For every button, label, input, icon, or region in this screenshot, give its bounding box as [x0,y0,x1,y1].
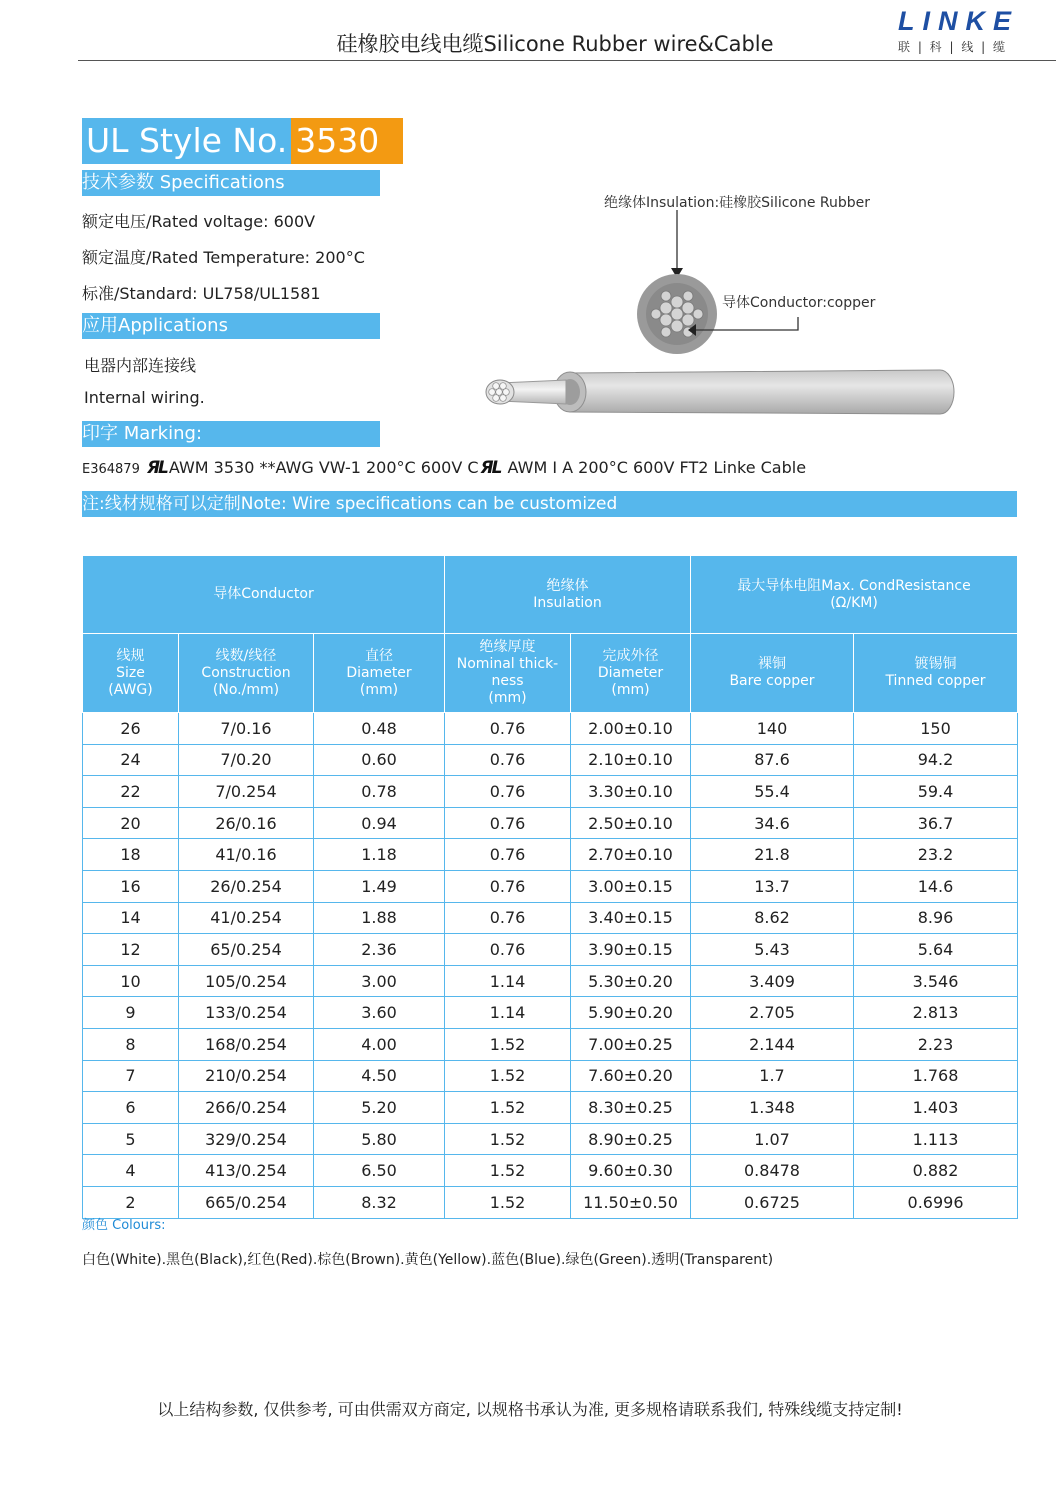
standard: 标准/Standard: UL758/UL1581 [82,284,321,303]
tinned-header-en: Tinned copper [885,673,986,689]
cell-construction: 65/0.254 [179,934,314,966]
colours-list: 白色(White).黑色(Black),红色(Red).棕色(Brown).黄色(Yellow).蓝色(Blue).绿色(Green).透明(Transparent) [82,1252,774,1268]
cell-size: 16 [83,870,179,902]
marking-part-1: AWM 3530 **AWG VW-1 200°C 600V C [168,458,479,477]
cell-size: 9 [83,997,179,1029]
cell-construction: 266/0.254 [179,1092,314,1124]
table-row [83,902,1018,934]
cell-tinned-copper-resistance: 1.113 [854,1123,1018,1155]
cell-size: 2 [83,1186,179,1218]
cell-tinned-copper-resistance: 2.813 [854,997,1018,1029]
cell-insulation-thickness: 1.52 [445,1155,571,1187]
cell-insulation-thickness: 1.52 [445,1092,571,1124]
cell-tinned-copper-resistance: 59.4 [854,776,1018,808]
construction-header-cn: 线数/线径 [215,647,277,664]
cell-bare-copper-resistance: 8.62 [691,902,854,934]
cell-construction: 41/0.254 [179,902,314,934]
cell-tinned-copper-resistance: 2.23 [854,1028,1018,1060]
cell-insulation-thickness: 0.76 [445,807,571,839]
cell-bare-copper-resistance: 0.8478 [691,1155,854,1187]
application-en: Internal wiring. [84,388,205,407]
cable-diagram [470,180,990,430]
cell-tinned-copper-resistance: 14.6 [854,870,1018,902]
cell-construction: 413/0.254 [179,1155,314,1187]
ul-style-number: 3530 [291,118,403,164]
table-row [83,934,1018,966]
cell-construction: 41/0.16 [179,839,314,871]
applications-heading: 应用Applications [82,313,380,339]
footer-disclaimer: 以上结构参数, 仅供参考, 可由供需双方商定, 以规格书承认为准, 更多规格请联系我们, 特殊线缆支持定制! [157,1400,903,1419]
conductor-label: 导体Conductor:copper [722,295,876,311]
cell-tinned-copper-resistance: 5.64 [854,934,1018,966]
cell-size: 26 [83,713,179,745]
cell-insulation-thickness: 0.76 [445,870,571,902]
cell-construction: 7/0.16 [179,713,314,745]
cell-insulation-thickness: 1.52 [445,1028,571,1060]
col-header-size [83,634,179,713]
col-header-thickness [445,634,571,713]
cell-outer-diameter: 7.60±0.20 [571,1060,691,1092]
cell-insulation-thickness: 0.76 [445,713,571,745]
cell-outer-diameter: 8.30±0.25 [571,1092,691,1124]
cell-diameter: 0.48 [314,713,445,745]
cell-diameter: 0.94 [314,807,445,839]
cell-size: 18 [83,839,179,871]
ul-listing-icon: ЯL [146,458,167,478]
table-row [83,1092,1018,1124]
cell-insulation-thickness: 0.76 [445,839,571,871]
application-cn: 电器内部连接线 [84,356,197,375]
cell-diameter: 4.50 [314,1060,445,1092]
cell-bare-copper-resistance: 1.348 [691,1092,854,1124]
cell-diameter: 3.60 [314,997,445,1029]
col-header-tinned-copper [854,634,1018,713]
construction-header-unit: (No./mm) [212,681,280,698]
cell-diameter: 0.78 [314,776,445,808]
table-row [83,1028,1018,1060]
specification-table-body [83,713,1018,1219]
insulation-header-cn: 绝缘体 [546,577,589,594]
cell-insulation-thickness: 1.52 [445,1060,571,1092]
cell-outer-diameter: 3.90±0.15 [571,934,691,966]
customization-note: 注:线材规格可以定制Note: Wire specifications can be customized [82,491,1017,517]
cell-diameter: 2.36 [314,934,445,966]
cell-tinned-copper-resistance: 0.6996 [854,1186,1018,1218]
cell-bare-copper-resistance: 1.07 [691,1123,854,1155]
construction-header-en: Construction [201,664,291,681]
cell-size: 8 [83,1028,179,1060]
cell-outer-diameter: 5.30±0.20 [571,965,691,997]
table-row [83,1155,1018,1187]
cell-outer-diameter: 11.50±0.50 [571,1186,691,1218]
cell-outer-diameter: 2.10±0.10 [571,744,691,776]
cell-diameter: 1.88 [314,902,445,934]
marking-text [82,458,806,478]
cell-diameter: 4.00 [314,1028,445,1060]
cell-size: 14 [83,902,179,934]
col-header-diameter [314,634,445,713]
cell-diameter: 8.32 [314,1186,445,1218]
tinned-header-cn: 镀锡铜 [914,656,957,672]
ul-recognized-icon: ЯL [480,458,501,478]
rated-temperature: 额定温度/Rated Temperature: 200°C [82,248,365,267]
cell-bare-copper-resistance: 34.6 [691,807,854,839]
cell-insulation-thickness: 1.52 [445,1123,571,1155]
rated-voltage: 额定电压/Rated voltage: 600V [82,212,316,231]
logo-wordmark: LINKE [898,6,1019,36]
cell-diameter: 5.20 [314,1092,445,1124]
cell-insulation-thickness: 1.52 [445,1186,571,1218]
thickness-header-cn: 绝缘厚度 [479,639,536,655]
cell-size: 20 [83,807,179,839]
cell-outer-diameter: 2.00±0.10 [571,713,691,745]
insulation-label: 绝缘体Insulation:硅橡胶Silicone Rubber [604,195,871,211]
outer-header-unit: (mm) [611,681,650,698]
document-title: 硅橡胶电线电缆Silicone Rubber wire&Cable [336,32,774,56]
cell-size: 22 [83,776,179,808]
thickness-header-unit: (mm) [488,690,527,706]
specifications-heading: 技术参数 Specifications [82,170,380,196]
cell-tinned-copper-resistance: 0.882 [854,1155,1018,1187]
cell-bare-copper-resistance: 5.43 [691,934,854,966]
col-header-construction [179,634,314,713]
cell-construction: 168/0.254 [179,1028,314,1060]
cell-diameter: 1.18 [314,839,445,871]
group-header-conductor: 导体Conductor [83,556,445,634]
bare-header-cn: 裸铜 [758,656,786,672]
size-header-en: Size [116,664,145,681]
cell-insulation-thickness: 0.76 [445,934,571,966]
cell-tinned-copper-resistance: 23.2 [854,839,1018,871]
ul-style-prefix: UL Style No. [82,118,291,164]
table-row [83,1186,1018,1218]
group-header-resistance [691,556,1018,634]
cell-insulation-thickness: 0.76 [445,902,571,934]
outer-header-en: Diameter [597,664,664,681]
cell-size: 12 [83,934,179,966]
cell-bare-copper-resistance: 1.7 [691,1060,854,1092]
cell-outer-diameter: 2.70±0.10 [571,839,691,871]
cell-tinned-copper-resistance: 3.546 [854,965,1018,997]
cell-diameter: 6.50 [314,1155,445,1187]
cell-outer-diameter: 7.00±0.25 [571,1028,691,1060]
marking-code: E364879 [82,462,140,477]
col-header-outer-diameter [571,634,691,713]
size-header-unit: (AWG) [108,681,153,698]
table-row [83,1060,1018,1092]
cell-construction: 665/0.254 [179,1186,314,1218]
cell-insulation-thickness: 0.76 [445,776,571,808]
table-row [83,744,1018,776]
cell-size: 10 [83,965,179,997]
resistance-header-unit: (Ω/KM) [830,594,878,611]
cell-diameter: 3.00 [314,965,445,997]
table-row [83,1123,1018,1155]
cell-construction: 105/0.254 [179,965,314,997]
cell-insulation-thickness: 1.14 [445,997,571,1029]
size-header-cn: 线规 [116,647,145,664]
cell-construction: 26/0.16 [179,807,314,839]
thickness-header-en-1: Nominal thick- [456,656,559,672]
cell-tinned-copper-resistance: 94.2 [854,744,1018,776]
marking-heading: 印字 Marking: [82,421,380,447]
cell-construction: 210/0.254 [179,1060,314,1092]
thickness-header-en-2: ness [491,673,524,689]
cell-outer-diameter: 8.90±0.25 [571,1123,691,1155]
cell-tinned-copper-resistance: 36.7 [854,807,1018,839]
outer-header-cn: 完成外径 [602,647,659,664]
cell-diameter: 1.49 [314,870,445,902]
specification-table [82,555,1018,1219]
cell-insulation-thickness: 1.14 [445,965,571,997]
cell-size: 24 [83,744,179,776]
cell-size: 6 [83,1092,179,1124]
resistance-header-title: 最大导体电阻Max. CondResistance [737,577,971,594]
cell-bare-copper-resistance: 0.6725 [691,1186,854,1218]
table-row [83,997,1018,1029]
table-row [83,807,1018,839]
col-header-bare-copper [691,634,854,713]
cell-bare-copper-resistance: 2.705 [691,997,854,1029]
cell-size: 7 [83,1060,179,1092]
cell-bare-copper-resistance: 21.8 [691,839,854,871]
table-row [83,776,1018,808]
cell-tinned-copper-resistance: 1.768 [854,1060,1018,1092]
logo-subtitle: 联 | 科 | 线 | 缆 [898,40,1008,54]
cell-construction: 26/0.254 [179,870,314,902]
table-row [83,965,1018,997]
cell-construction: 133/0.254 [179,997,314,1029]
cell-bare-copper-resistance: 13.7 [691,870,854,902]
table-row [83,713,1018,745]
cell-outer-diameter: 2.50±0.10 [571,807,691,839]
marking-part-2: AWM I A 200°C 600V FT2 Linke Cable [502,458,807,477]
bare-header-en: Bare copper [729,673,815,689]
cell-outer-diameter: 9.60±0.30 [571,1155,691,1187]
cell-outer-diameter: 5.90±0.20 [571,997,691,1029]
cell-diameter: 5.80 [314,1123,445,1155]
colours-label: 颜色 Colours: [82,1218,166,1233]
brand-logo [898,6,1050,52]
table-row [83,839,1018,871]
diameter-header-en: Diameter [346,664,412,681]
diameter-header-unit: (mm) [359,681,399,698]
cell-bare-copper-resistance: 55.4 [691,776,854,808]
insulation-header-en: Insulation [533,594,602,611]
cell-tinned-copper-resistance: 150 [854,713,1018,745]
cell-outer-diameter: 3.00±0.15 [571,870,691,902]
cell-tinned-copper-resistance: 8.96 [854,902,1018,934]
cell-outer-diameter: 3.30±0.10 [571,776,691,808]
cell-insulation-thickness: 0.76 [445,744,571,776]
cell-outer-diameter: 3.40±0.15 [571,902,691,934]
cell-diameter: 0.60 [314,744,445,776]
cell-bare-copper-resistance: 87.6 [691,744,854,776]
diameter-header-cn: 直径 [365,647,393,664]
group-header-insulation [445,556,691,634]
cell-tinned-copper-resistance: 1.403 [854,1092,1018,1124]
cell-bare-copper-resistance: 140 [691,713,854,745]
cell-size: 4 [83,1155,179,1187]
cell-construction: 329/0.254 [179,1123,314,1155]
header-divider [78,60,1056,61]
ul-style-heading [82,118,403,164]
cell-construction: 7/0.254 [179,776,314,808]
table-row [83,870,1018,902]
cell-size: 5 [83,1123,179,1155]
cell-bare-copper-resistance: 2.144 [691,1028,854,1060]
cell-bare-copper-resistance: 3.409 [691,965,854,997]
cell-construction: 7/0.20 [179,744,314,776]
